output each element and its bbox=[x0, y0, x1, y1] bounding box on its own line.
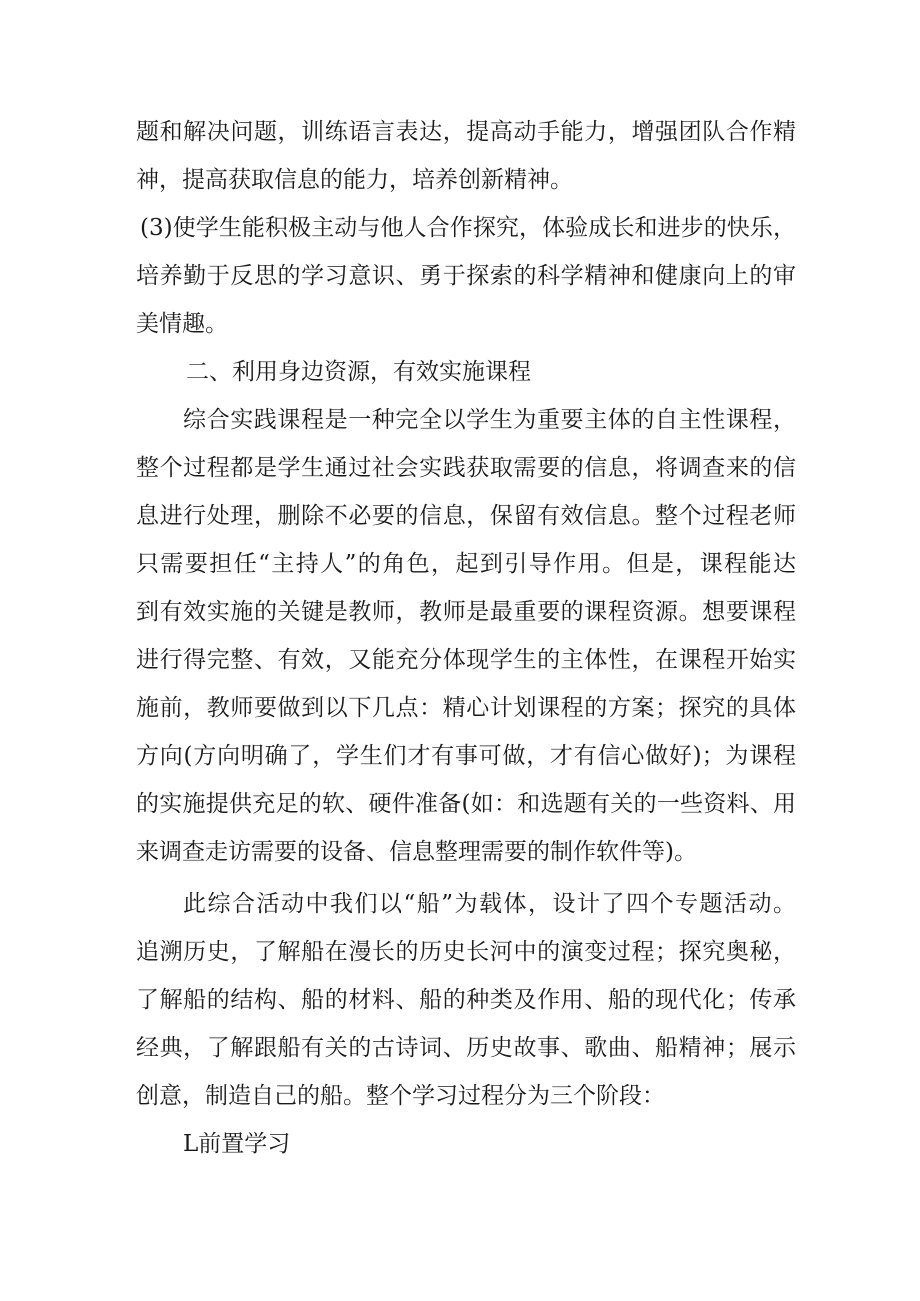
paragraph-line: 此综合活动中我们以“船”为载体，设计了四个专题活动。 bbox=[183, 891, 796, 917]
paragraph-line: 美情趣。 bbox=[136, 311, 228, 337]
paragraph-line: 来调查走访需要的设备、信息整理需要的制作软件等)。 bbox=[136, 839, 697, 865]
paragraph-line: 综合实践课程是一种完全以学生为重要主体的自主性课程， bbox=[183, 407, 796, 433]
paragraph-line: 息进行处理，删除不必要的信息，保留有效信息。整个过程老师 bbox=[136, 503, 796, 529]
paragraph-line: 施前，教师要做到以下几点：精心计划课程的方案；探究的具体 bbox=[136, 695, 796, 721]
list-item-line: (3)使学生能积极主动与他人合作探究，体验成长和进步的快乐， bbox=[140, 215, 796, 241]
paragraph-line: 创意，制造自己的船。整个学习过程分为三个阶段： bbox=[136, 1083, 665, 1109]
subsection-heading: L前置学习 bbox=[183, 1131, 291, 1157]
paragraph-line: 到有效实施的关键是教师，教师是最重要的课程资源。想要课程 bbox=[136, 599, 796, 625]
paragraph-line: 的实施提供充足的软、硬件准备(如：和选题有关的一些资料、用 bbox=[136, 791, 796, 817]
paragraph-line: 了解船的结构、船的材料、船的种类及作用、船的现代化；传承 bbox=[136, 987, 796, 1013]
paragraph-line: 经典，了解跟船有关的古诗词、历史故事、歌曲、船精神；展示 bbox=[136, 1035, 796, 1061]
paragraph-line: 题和解决问题，训练语言表达，提高动手能力，增强团队合作精 bbox=[136, 119, 796, 145]
paragraph-line: 只需要担任“主持人”的角色，起到引导作用。但是，课程能达 bbox=[136, 551, 796, 577]
paragraph-line: 进行得完整、有效，又能充分体现学生的主体性，在课程开始实 bbox=[136, 647, 796, 673]
paragraph-line: 神，提高获取信息的能力，培养创新精神。 bbox=[136, 167, 573, 193]
paragraph-line: 整个过程都是学生通过社会实践获取需要的信息，将调查来的信 bbox=[136, 455, 796, 481]
paragraph-line: 培养勤于反思的学习意识、勇于探索的科学精神和健康向上的审 bbox=[136, 263, 796, 289]
section-heading: 二、利用身边资源，有效实施课程 bbox=[186, 359, 531, 385]
paragraph-line: 追溯历史，了解船在漫长的历史长河中的演变过程；探究奥秘， bbox=[136, 939, 796, 965]
paragraph-line: 方向(方向明确了，学生们才有事可做，才有信心做好)；为课程 bbox=[136, 743, 796, 769]
